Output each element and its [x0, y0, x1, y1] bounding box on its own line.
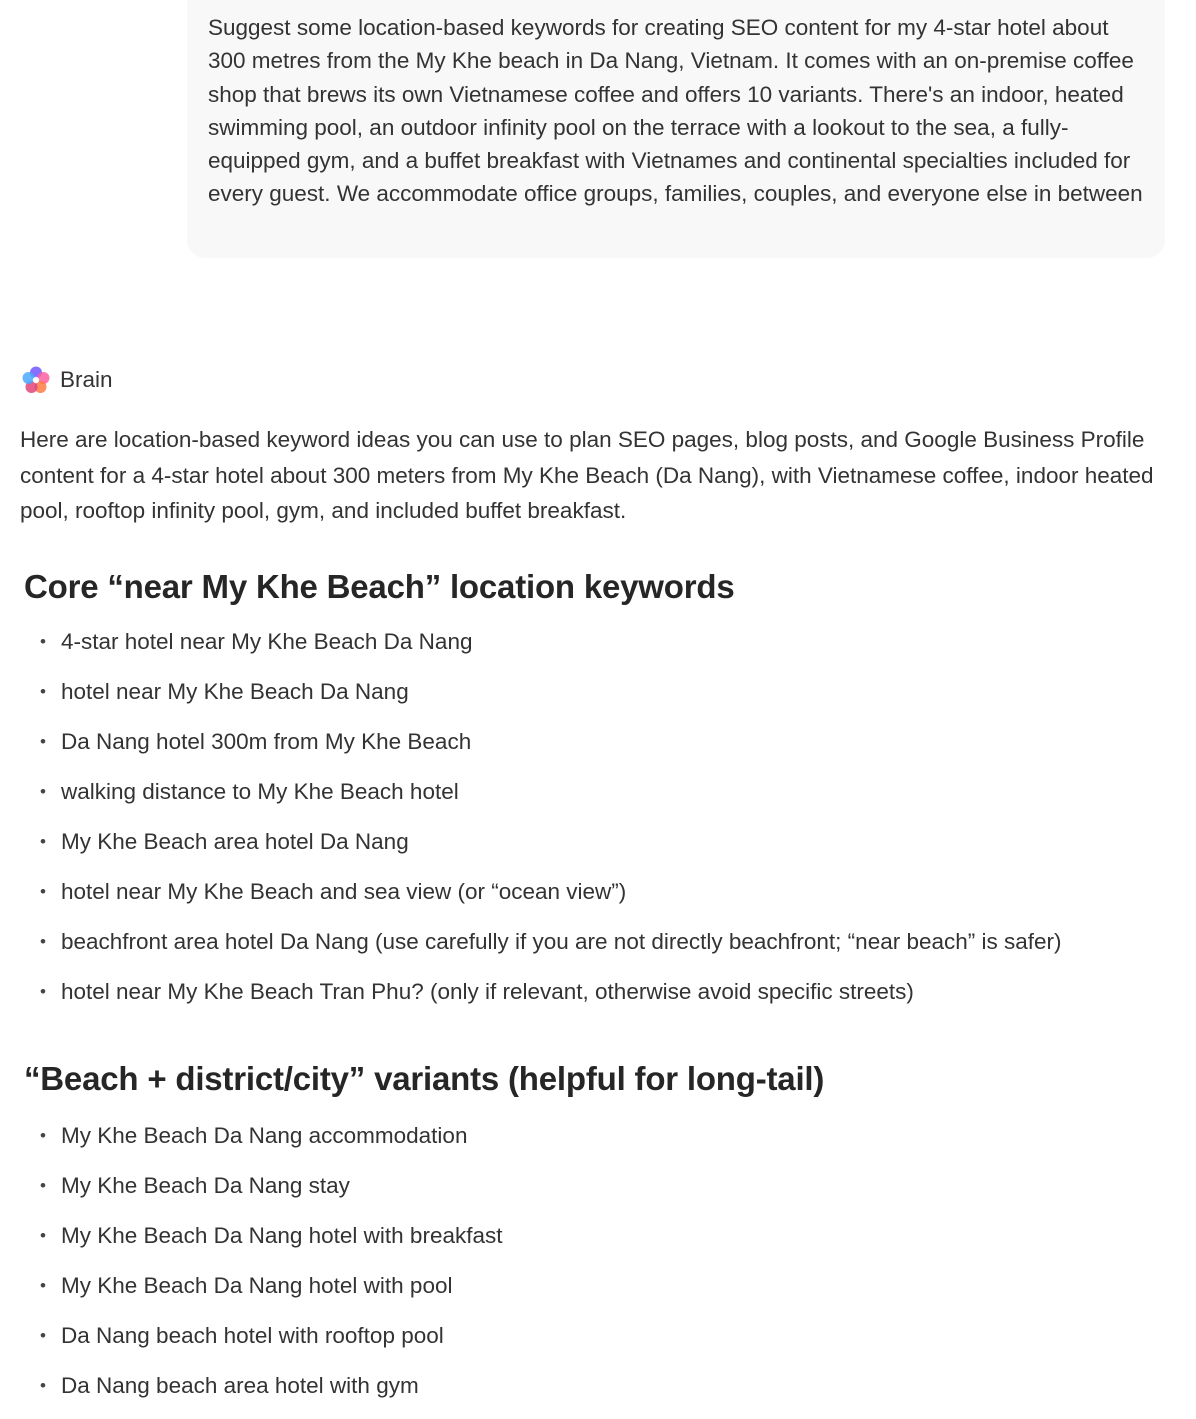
list-item: • walking distance to My Khe Beach hotel: [40, 775, 1062, 825]
list-item: • My Khe Beach Da Nang stay: [40, 1169, 503, 1219]
list-item: • Da Nang hotel 300m from My Khe Beach: [40, 725, 1062, 775]
list-item: • My Khe Beach area hotel Da Nang: [40, 825, 1062, 875]
list-item: • hotel near My Khe Beach Da Nang: [40, 675, 1062, 725]
section-heading-beach-variants: “Beach + district/city” variants (helpful for long-tail): [24, 1060, 825, 1097]
assistant-name: Brain: [60, 367, 113, 392]
list-item: • hotel near My Khe Beach and sea view (or “ocean view”): [40, 875, 1062, 925]
section-heading-core-keywords: Core “near My Khe Beach” location keywords: [24, 568, 735, 605]
user-message-text: Suggest some location-based keywords for creating SEO content for my 4-star hotel about 300 metres from the My Khe beach in Da Nang, Vietnam. It comes with an on-premise coffee shop that brews its own Vietnamese coffee and offers 10 variants. There's an indoor, heated swimming pool, an outdoor infinity pool on the terrace with a lookout to the sea, a fully-equipped gym, and a buffet breakfast with Vietnames and continental specialties included for every guest. We accommodate office groups, families, couples, and everyone else in between: [208, 15, 1143, 207]
list-item: • 4-star hotel near My Khe Beach Da Nang: [40, 625, 1062, 675]
brain-logo-icon: [20, 364, 52, 396]
list-item: • beachfront area hotel Da Nang (use carefully if you are not directly beachfront; “near beach” is safer): [40, 925, 1062, 975]
keyword-list-beach-variants: [40, 1119, 503, 1419]
assistant-header: [20, 362, 113, 398]
list-item: • My Khe Beach Da Nang hotel with pool: [40, 1269, 503, 1319]
assistant-intro-text: Here are location-based keyword ideas you can use to plan SEO pages, blog posts, and Google Business Profile content for a 4-star hotel about 300 meters from My Khe Beach (Da Nang), with Vietnamese coffee, indoor heated pool, rooftop infinity pool, gym, and included buffet breakfast.: [20, 427, 1154, 523]
list-item: • My Khe Beach Da Nang hotel with breakfast: [40, 1219, 503, 1269]
list-item: • Da Nang beach hotel with rooftop pool: [40, 1319, 503, 1369]
list-item: • Da Nang beach area hotel with gym: [40, 1369, 503, 1419]
keyword-list-core: [40, 625, 1062, 1025]
list-item: • My Khe Beach Da Nang accommodation: [40, 1119, 503, 1169]
user-message-bubble: [187, 0, 1165, 258]
list-item: • hotel near My Khe Beach Tran Phu? (only if relevant, otherwise avoid specific streets): [40, 975, 1062, 1025]
